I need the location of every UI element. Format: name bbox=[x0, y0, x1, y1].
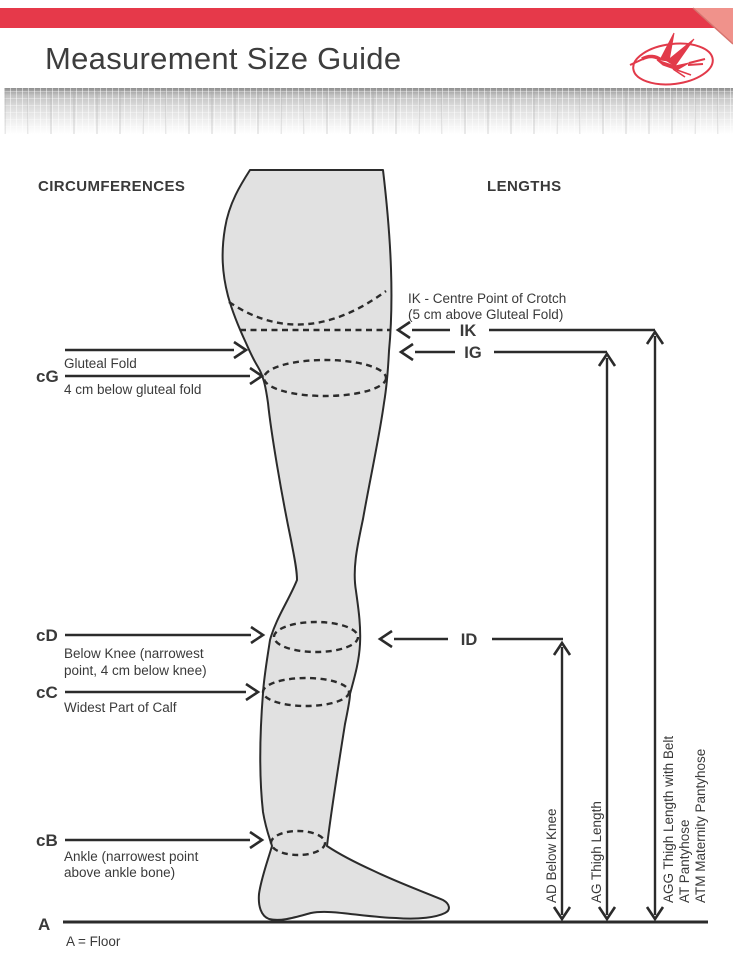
stork-neck bbox=[642, 56, 661, 60]
cc-arrow bbox=[65, 684, 258, 700]
cd-code-label: cD bbox=[36, 626, 58, 645]
arrow-head-icon bbox=[251, 627, 263, 643]
plaid-texture-band bbox=[4, 88, 733, 134]
ag-vertical-label: AG Thigh Length bbox=[589, 801, 604, 903]
atm-vertical-label: ATM Maternity Pantyhose bbox=[693, 748, 708, 903]
stork-glyph bbox=[630, 33, 715, 89]
arrow-head-icon bbox=[234, 342, 246, 358]
leg-illustration bbox=[223, 170, 449, 920]
floor-note: A = Floor bbox=[66, 934, 121, 949]
cc-code-label: cC bbox=[36, 683, 58, 702]
measurement-diagram bbox=[0, 135, 733, 967]
cg-note-1: Gluteal Fold bbox=[64, 356, 137, 371]
cb-note-2: above ankle bone) bbox=[64, 865, 176, 880]
page-title: Measurement Size Guide bbox=[45, 41, 402, 76]
floor-code-label: A bbox=[38, 915, 51, 934]
cd-arrow bbox=[65, 627, 263, 643]
cg-note-2: 4 cm below gluteal fold bbox=[64, 382, 202, 397]
ig-label: IG bbox=[464, 344, 482, 362]
ik-arrow bbox=[398, 322, 655, 338]
ad-vertical-label: AD Below Knee bbox=[544, 808, 559, 903]
stork-legs bbox=[673, 69, 691, 77]
cd-note-2: point, 4 cm below knee) bbox=[64, 663, 207, 678]
cb-note-1: Ankle (narrowest point bbox=[64, 849, 199, 864]
arrow-head-icon bbox=[398, 322, 410, 338]
agg-vertical-label: AGG Thigh Length with Belt bbox=[661, 735, 676, 903]
flying-stork-logo-icon bbox=[627, 30, 717, 90]
crotch-note-1: IK - Centre Point of Crotch bbox=[408, 291, 567, 306]
circumferences-heading: CIRCUMFERENCES bbox=[38, 178, 186, 195]
cc-note-1: Widest Part of Calf bbox=[64, 700, 177, 715]
cg-code-label: cG bbox=[36, 367, 59, 386]
id-label: ID bbox=[460, 631, 478, 649]
cd-note-1: Below Knee (narrowest bbox=[64, 646, 204, 661]
at-vertical-label: AT Pantyhose bbox=[677, 819, 692, 903]
crotch-note-2: (5 cm above Gluteal Fold) bbox=[408, 307, 564, 322]
stork-tail bbox=[688, 59, 705, 65]
arrow-head-icon bbox=[250, 832, 262, 848]
cb-arrow bbox=[65, 832, 262, 848]
lengths-heading: LENGTHS bbox=[487, 178, 562, 195]
arrow-head-icon bbox=[380, 631, 392, 647]
ik-label: IK bbox=[459, 322, 477, 340]
ig-arrow bbox=[401, 344, 607, 360]
arrow-head-icon bbox=[401, 344, 413, 360]
cb-code-label: cB bbox=[36, 831, 58, 850]
arrow-head-icon bbox=[246, 684, 258, 700]
